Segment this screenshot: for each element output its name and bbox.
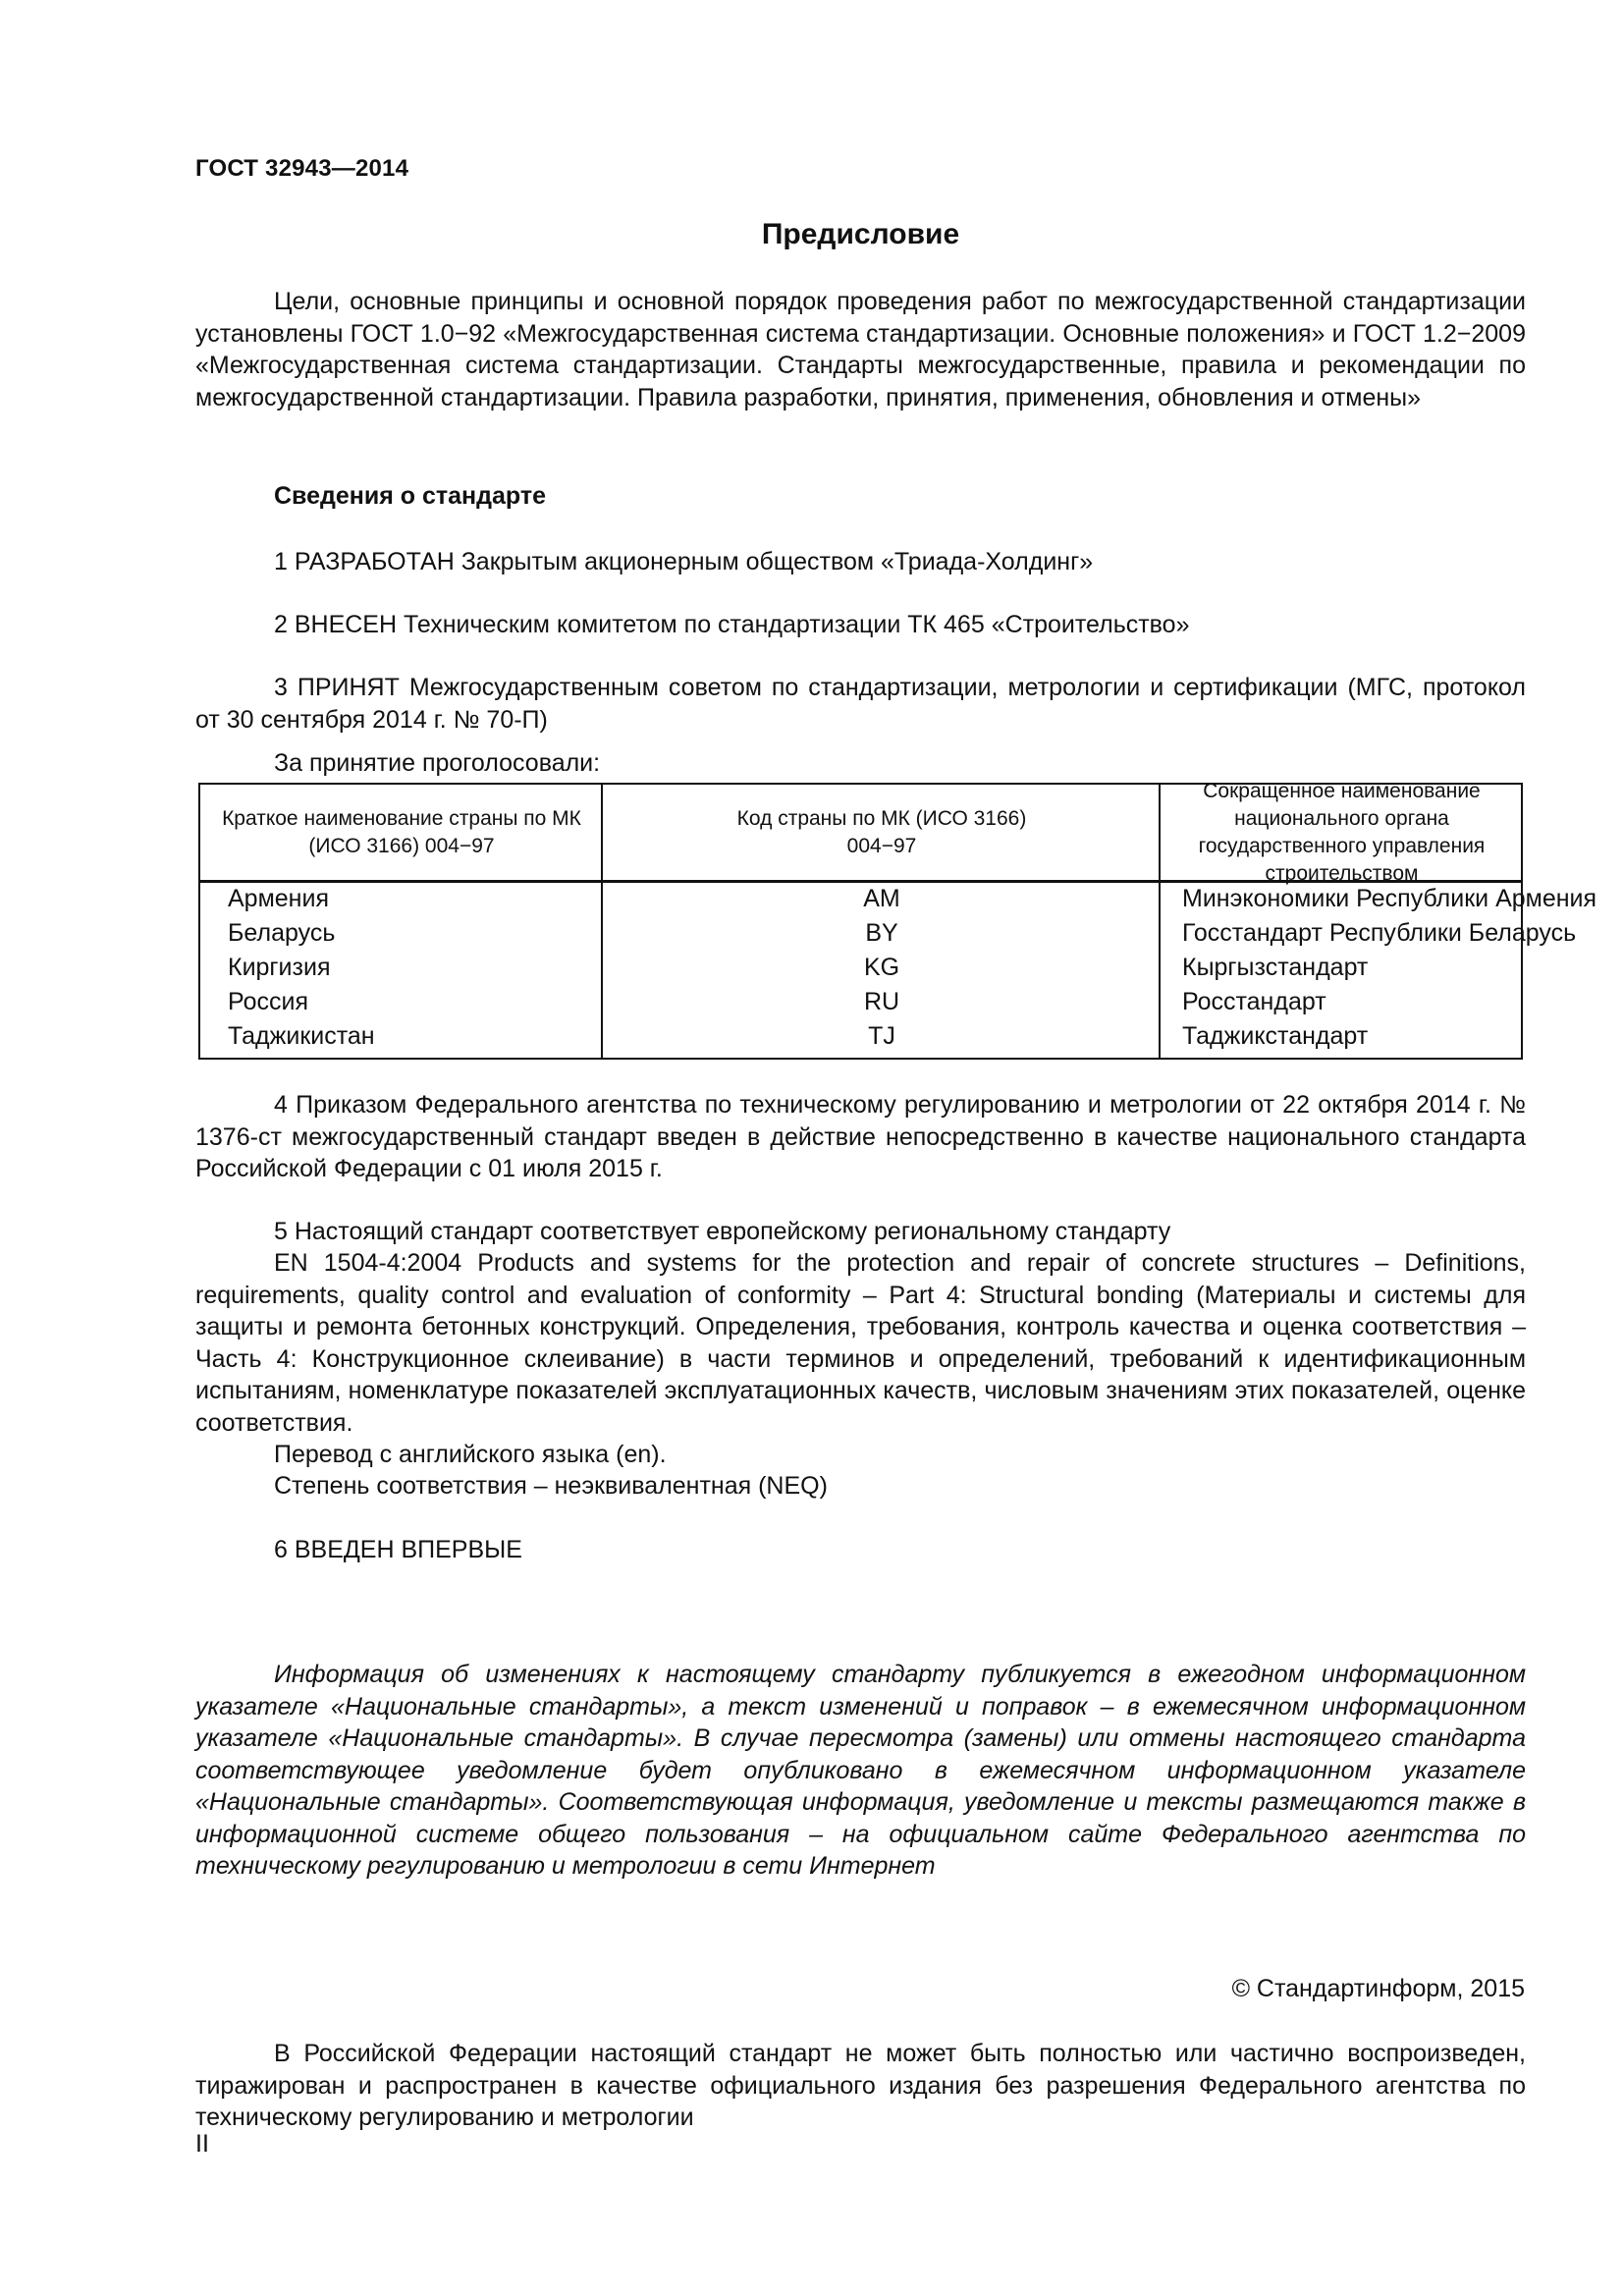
item-adopted: 3 ПРИНЯТ Межгосударственным советом по стандартизации, метрологии и сертификации (МГС, протокол от 30 сентября 2014 г. № 70-П): [195, 674, 1526, 734]
authority-name: Росстандарт: [1182, 988, 1326, 1015]
item-enacted: 4 Приказом Федерального агентства по техническому регулированию и метрологии от 22 октября 2014 г. № 1376-ст межгосударственный стандарт введен в действие непосредственно в качестве национального стандарта Российской Федерации с 01 июля 2015 г.: [195, 1091, 1526, 1182]
country-name: Беларусь: [228, 919, 336, 947]
page-title: Предисловие: [761, 218, 960, 250]
document-code: ГОСТ 32943—2014: [195, 155, 409, 182]
table-row: [200, 917, 1577, 952]
country-code: TJ: [868, 1022, 895, 1050]
country-code: AM: [863, 885, 900, 912]
info-notice: Информация об изменениях к настоящему стандарту публикуется в ежегодном информационном указателе «Национальные стандарты», а текст изменений и поправок – в ежемесячном информационном указателе «Национальные стандарты». В случае пересмотра (замены) или отмены настоящего стандарта соответствующее уведомление будет опубликовано в ежемесячном информационном указателе «Национальные стандарты». Соответствующая информация, уведомление и тексты размещаются также в информационной системе общего пользования – на официальном сайте Федерального агентства по техническому регулированию и метрологии в сети Интернет: [195, 1661, 1526, 1880]
voting-table: [198, 779, 1597, 1060]
item-developed: 1 РАЗРАБОТАН Закрытым акционерным обществом «Триада-Холдинг»: [274, 548, 1094, 575]
header-country-code: Код страны по МК (ИСО 3166) 004−97: [736, 806, 1027, 857]
country-name: Киргизия: [228, 954, 331, 981]
country-name: Армения: [228, 885, 329, 912]
header-authority: Сокращенное наименование национального органа государственного управления строительством: [1198, 779, 1486, 885]
voted-label: За принятие проголосовали:: [274, 749, 601, 777]
item-translation: Перевод с английского языка (en).: [274, 1441, 667, 1468]
country-code: KG: [863, 954, 900, 981]
intro-paragraph: Цели, основные принципы и основной порядок проведения работ по межгосударственной стандартизации установлены ГОСТ 1.0−92 «Межгосударственная система стандартизации. Основные положения» и ГОСТ 1.2−2009 «Межгосударственная система стандартизации. Стандарты межгосударственные, правила и рекомендации по межгосударственной стандартизации. Правила разработки, принятия, применения, обновления и отмены»: [195, 288, 1526, 411]
authority-name: Таджикстандарт: [1182, 1022, 1369, 1050]
header-country-name: Краткое наименование страны по МК (ИСО 3166) 004−97: [222, 806, 581, 857]
authority-name: Госстандарт Республики Беларусь: [1182, 919, 1577, 947]
item-introduced: 2 ВНЕСЕН Техническим комитетом по стандартизации ТК 465 «Строительство»: [274, 611, 1190, 638]
table-row: [200, 1020, 1521, 1055]
country-name: Россия: [228, 988, 308, 1015]
country-code: RU: [863, 988, 900, 1015]
item-first-introduced: 6 ВВЕДЕН ВПЕРВЫЕ: [274, 1536, 522, 1563]
item-conformity-body: EN 1504-4:2004 Products and systems for the protection and repair of concrete structures – Definitions, requirements, quality control and evaluation of conformity – Part 4: Structural bonding (Материалы и системы для защиты и ремонта бетонных конструкций. Определения, требования, контроль качества и оценка соответствия – Часть 4: Конструкционное склеивание) в части терминов и определений, требований к идентификационным испытаниям, номенклатуре показателей эксплуатационных качеств, числовым значениям этих показателей, оценке соответствия.: [195, 1249, 1526, 1437]
table-row: [200, 952, 1521, 986]
item-conformity-heading: 5 Настоящий стандарт соответствует европейскому региональному стандарту: [274, 1218, 1171, 1245]
copyright-line: © Стандартинформ, 2015: [1231, 1975, 1525, 2002]
page-number: II: [195, 2130, 209, 2158]
section-heading: Сведения о стандарте: [274, 482, 547, 510]
table-row: [200, 883, 1597, 917]
table-header: [200, 779, 1521, 885]
country-name: Таджикистан: [228, 1022, 375, 1050]
country-code: BY: [865, 919, 898, 947]
table-row: [200, 986, 1521, 1020]
authority-name: Минэкономики Республики Армения: [1182, 885, 1597, 912]
table-body: [200, 883, 1597, 1055]
authority-name: Кыргызстандарт: [1182, 954, 1369, 981]
item-degree: Степень соответствия – неэквивалентная (NEQ): [274, 1472, 828, 1500]
restriction-paragraph: В Российской Федерации настоящий стандарт не может быть полностью или частично воспроизведен, тиражирован и распространен в качестве официального издания без разрешения Федерального агентства по техническому регулированию и метрологии: [195, 2040, 1526, 2131]
